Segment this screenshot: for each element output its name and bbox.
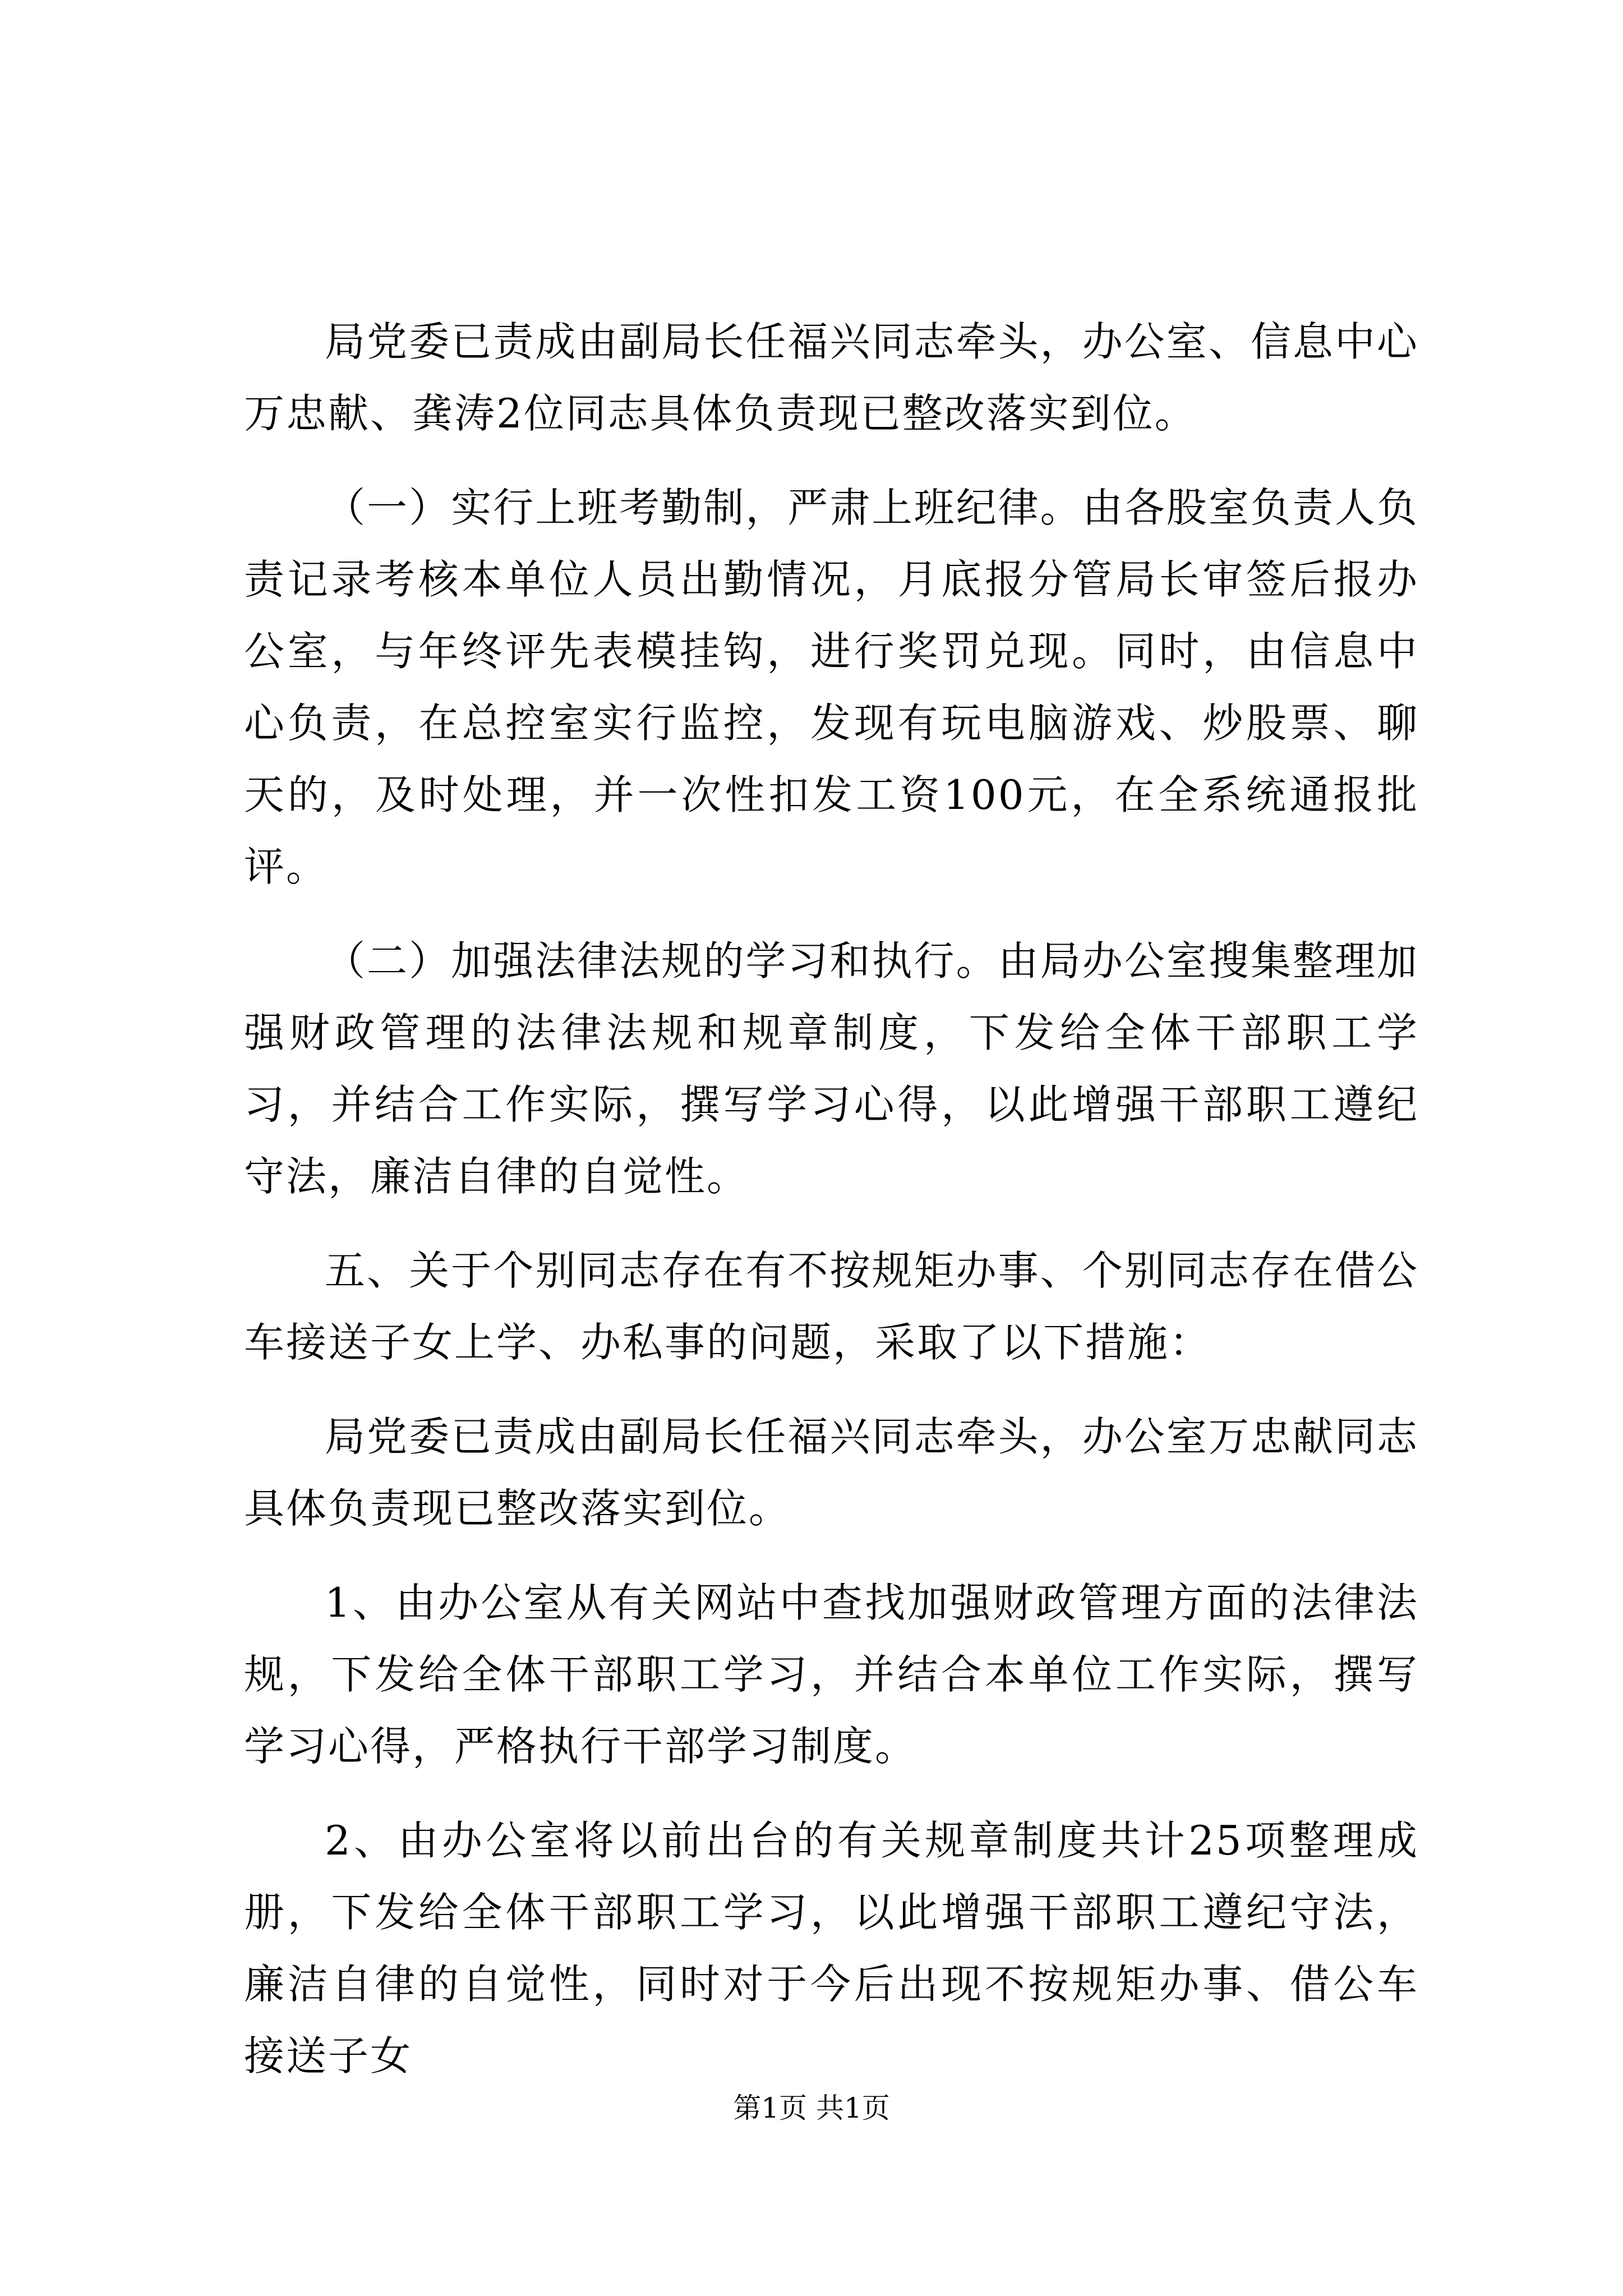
page-footer: 第1页 共1页 <box>733 2092 890 2124</box>
paragraph-leadership-info-center: 局党委已责成由副局长任福兴同志牵头，办公室、信息中心万忠献、龚涛2位同志具体负责现已整改落实到位。 <box>244 318 1419 437</box>
paragraph-leadership-office: 局党委已责成由副局长任福兴同志牵头，办公室万忠献同志具体负责现已整改落实到位。 <box>244 1413 1419 1532</box>
paragraph-section-five: 五、关于个别同志存在有不按规矩办事、个别同志存在借公车接送子女上学、办私事的问题，采取了以下措施： <box>244 1247 1419 1366</box>
document-body <box>244 306 1419 2092</box>
paragraph-item-2: 2、由办公室将以前出台的有关规章制度共计25项整理成册，下发给全体干部职工学习，以此增强干部职工遵纪守法，廉洁自律的自觉性，同时对于今后出现不按规矩办事、借公车接送子女 <box>244 1817 1419 2079</box>
paragraph-attendance-system: （一）实行上班考勤制，严肃上班纪律。由各股室负责人负责记录考核本单位人员出勤情况，月底报分管局长审签后报办公室，与年终评先表模挂钩，进行奖罚兑现。同时，由信息中心负责，在总控室实行监控，发现有玩电脑游戏、炒股票、聊天的，及时处理，并一次性扣发工资100元，在全系统通报批评。 <box>244 484 1419 890</box>
paragraph-item-1: 1、由办公室从有关网站中查找加强财政管理方面的法律法规，下发给全体干部职工学习，并结合本单位工作实际，撰写学习心得，严格执行干部学习制度。 <box>244 1579 1419 1770</box>
paragraph-law-study: （二）加强法律法规的学习和执行。由局办公室搜集整理加强财政管理的法律法规和规章制度，下发给全体干部职工学习，并结合工作实际，撰写学习心得，以此增强干部职工遵纪守法，廉洁自律的自觉性。 <box>244 937 1419 1200</box>
